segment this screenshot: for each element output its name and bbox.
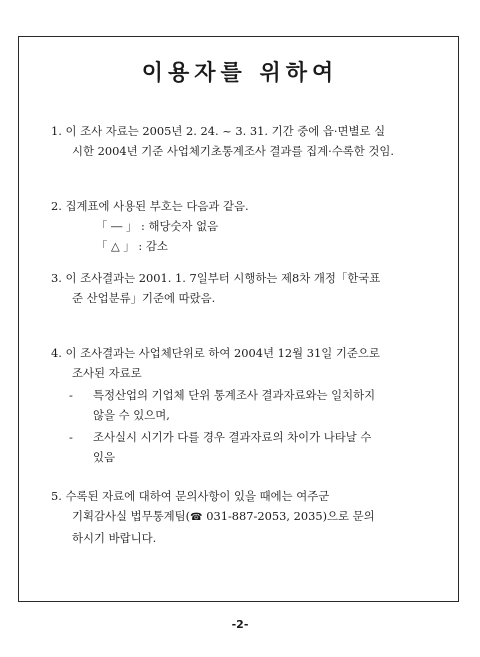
section-3-line-1: 3. 이 조사결과는 2001. 1. 7일부터 시행하는 제8차 개정「한국표	[51, 271, 381, 285]
section-5	[51, 486, 451, 548]
bullet-dash: -	[69, 430, 73, 444]
section-4-bullet-1	[51, 385, 451, 405]
section-4-line-2: 조사된 자료로	[72, 366, 142, 380]
section-4	[51, 343, 451, 467]
section-4-bullet-1-line-1: 특정산업의 기업체 단위 통계조사 결과자료와는 일치하지	[93, 388, 376, 402]
section-2	[51, 196, 451, 256]
section-4-bullet-2-line-1: 조사실시 시기가 다를 경우 결과자료의 차이가 나타날 수	[93, 430, 372, 444]
symbol-dash-definition: 「 ― 」 : 해당숫자 없음	[96, 219, 219, 233]
symbol-triangle-definition: 「 △ 」 : 감소	[96, 239, 168, 253]
section-5-line-3: 하시기 바랍니다.	[72, 531, 157, 545]
section-4-line-1: 4. 이 조사결과는 사업체단위로 하여 2004년 12월 31일 기준으로	[51, 346, 380, 360]
section-1-line-2: 시한 2004년 기준 사업체기초통계조사 결과를 집계·수록한 것임.	[72, 144, 395, 158]
section-5-line-1: 5. 수록된 자료에 대하여 문의사항이 있을 때에는 여주군	[51, 489, 330, 503]
phone-icon: ☎	[190, 512, 203, 523]
section-3-line-2: 준 산업분류」기준에 따랐음.	[72, 291, 216, 305]
section-1	[51, 121, 451, 161]
page-title: 이용자를 위하여	[141, 60, 339, 86]
section-4-bullet-2-line-2: 있음	[93, 450, 116, 464]
section-4-bullet-1-line-2: 않을 수 있으며,	[93, 408, 170, 422]
bullet-dash: -	[69, 388, 73, 402]
section-4-bullet-2	[51, 427, 451, 447]
section-5-line-2	[51, 506, 451, 528]
section-3	[51, 268, 451, 308]
section-5-line-2-post: 031-887-2053, 2035)으로 문의	[202, 509, 375, 523]
page-number: -2-	[231, 618, 249, 631]
section-2-line-1: 2. 집계표에 사용된 부호는 다음과 같음.	[51, 199, 249, 213]
section-1-line-1: 1. 이 조사 자료는 2005년 2. 24. ~ 3. 31. 기간 중에 읍·면별로 실	[51, 124, 386, 138]
section-5-line-2-pre: 기획감사실 법무통계팀(	[72, 509, 191, 523]
